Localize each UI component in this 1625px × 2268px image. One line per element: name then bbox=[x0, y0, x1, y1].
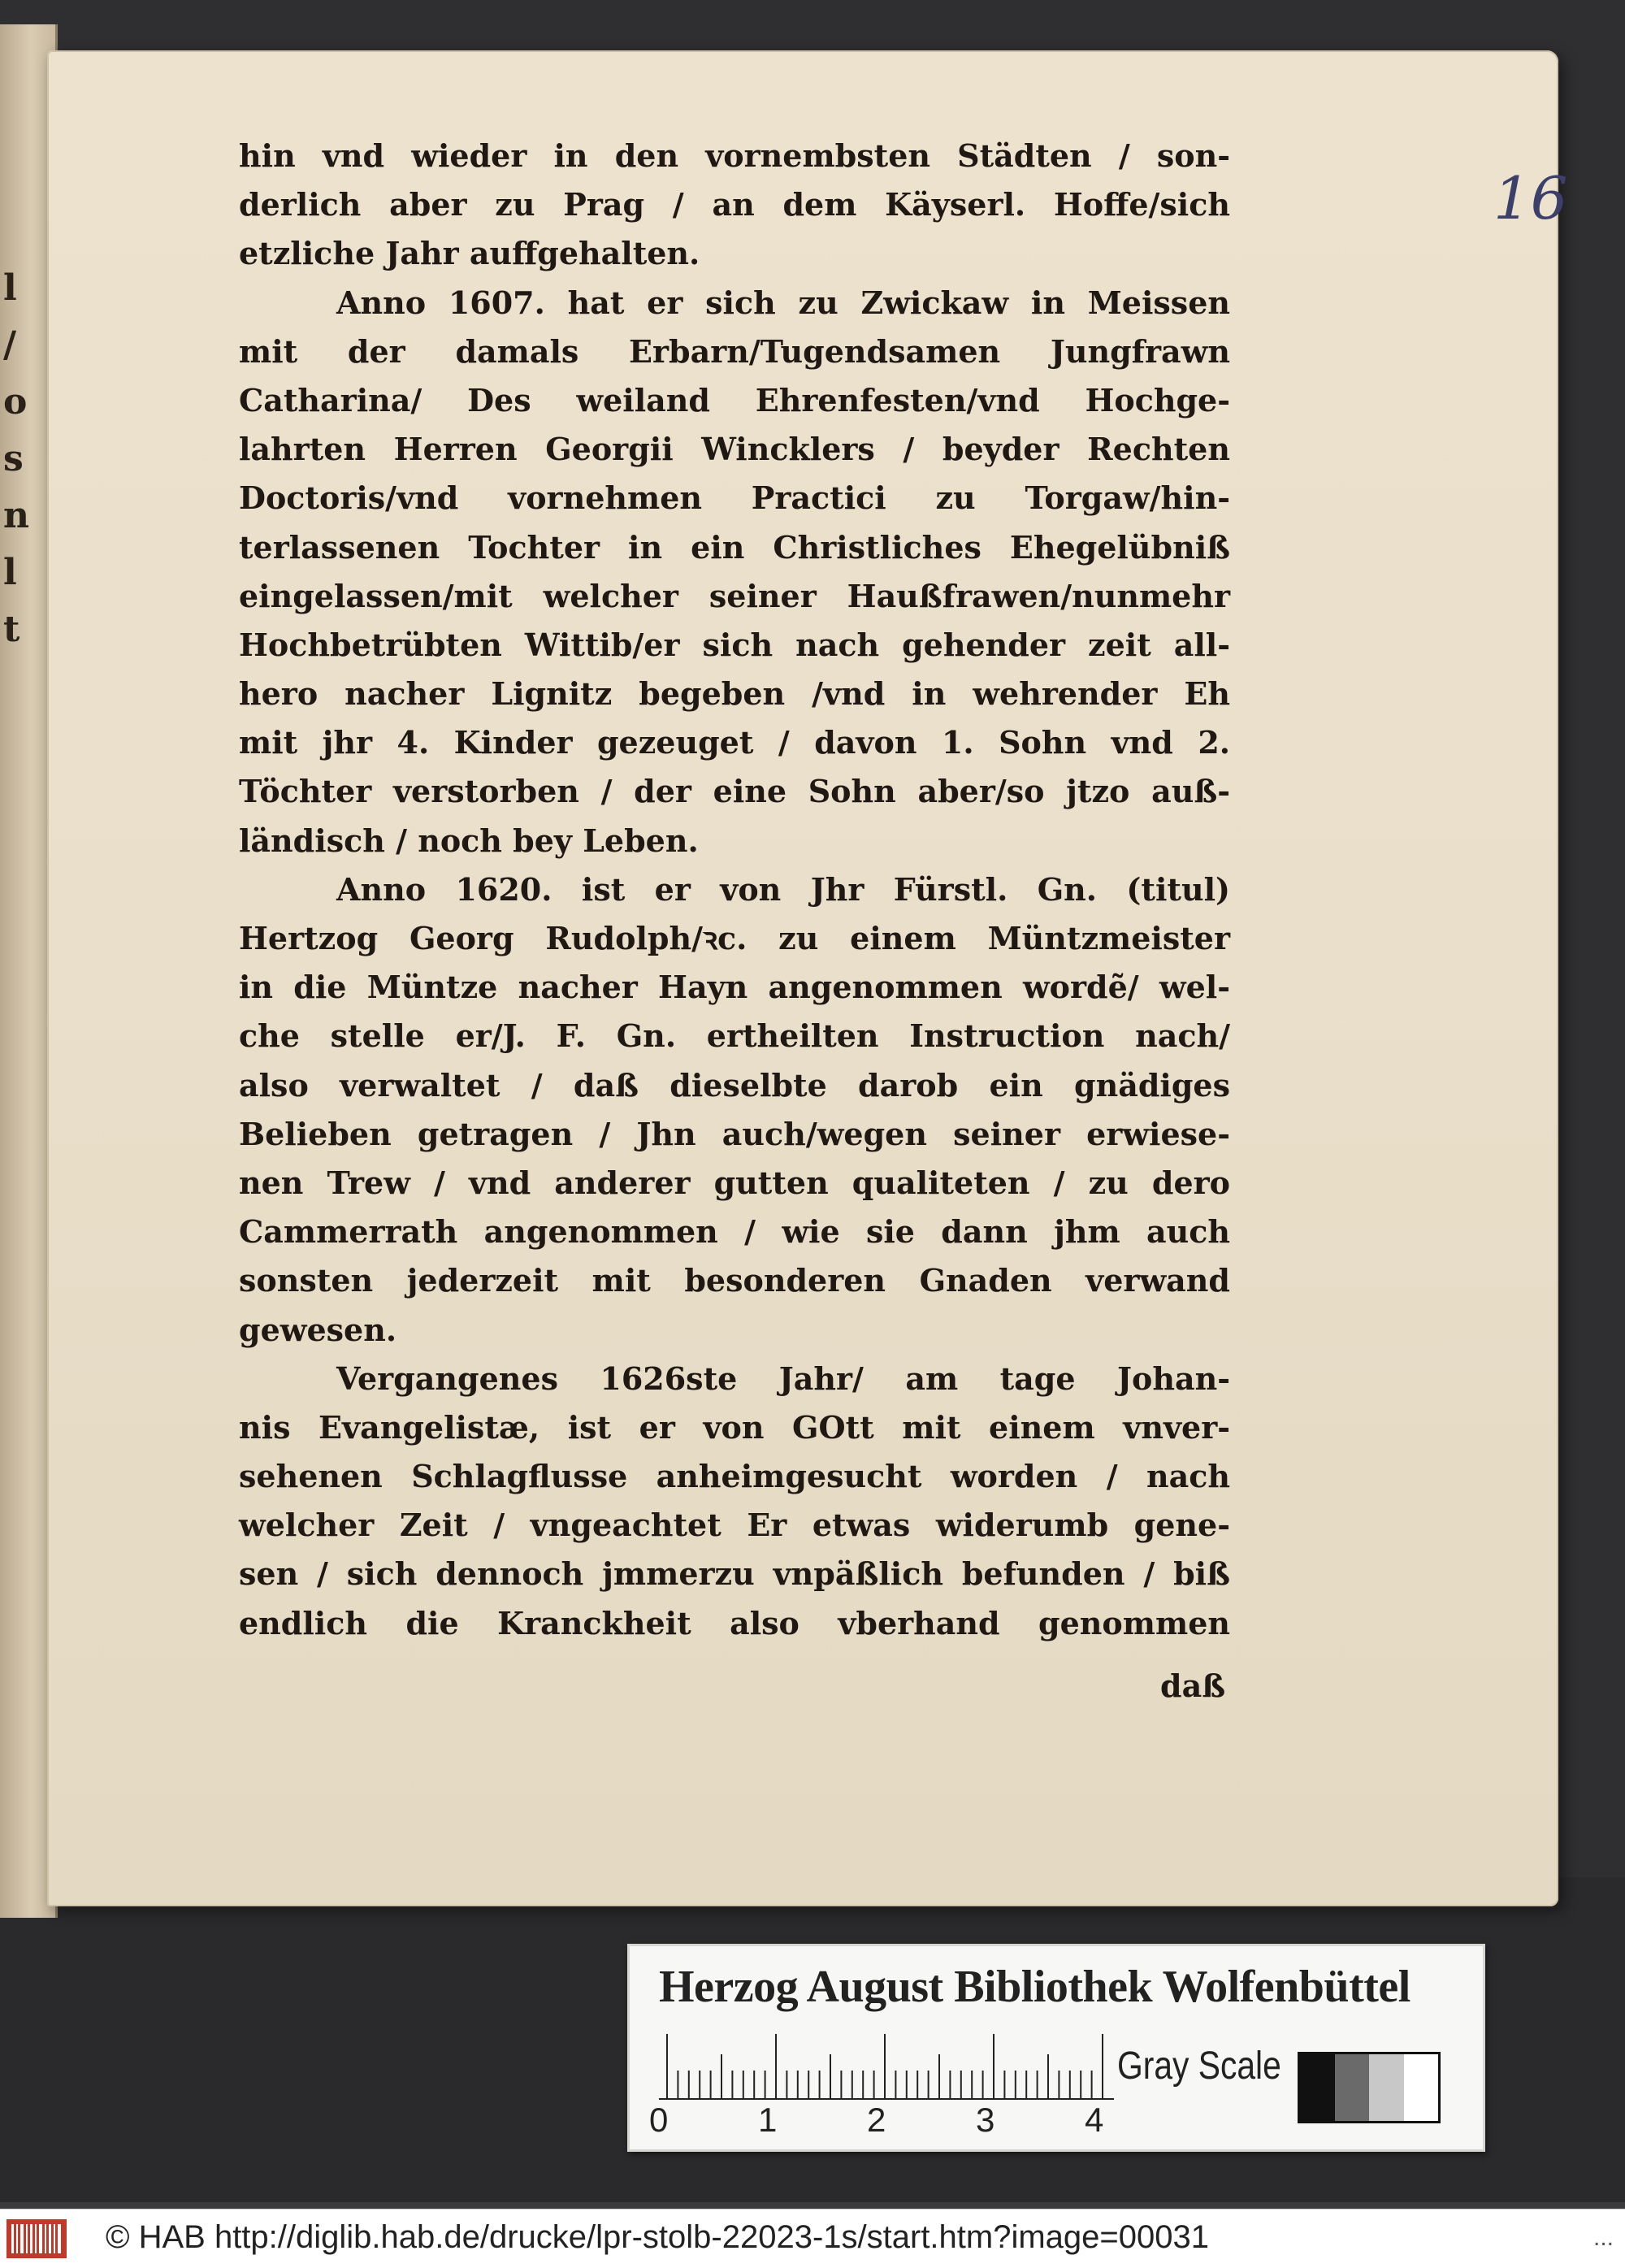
ruler-number: 3 bbox=[976, 2101, 995, 2139]
book-page bbox=[47, 50, 1568, 1906]
gray-scale-label: Gray Scale bbox=[1117, 2045, 1281, 2088]
text-line: Hochbetrübten Wittib/er sich nach gehender zeit all- bbox=[239, 626, 1230, 663]
page-text bbox=[239, 132, 1230, 1648]
ruler-number: 0 bbox=[649, 2101, 669, 2139]
text-line: ländisch / noch bey Leben. bbox=[239, 822, 699, 859]
text-line: Töchter verstorben / der eine Sohn aber/so jtzo auß- bbox=[239, 773, 1230, 810]
text-line: terlassenen Tochter in ein Christliches Ehegelübniß bbox=[239, 528, 1230, 566]
text-line: che stelle er/J. F. Gn. ertheilten Instruction nach/ bbox=[239, 1017, 1230, 1055]
text-line: nen Trew / vnd anderer gutten qualiteten / zu dero bbox=[239, 1164, 1230, 1201]
library-name: Herzog August Bibliothek Wolfenbüttel bbox=[659, 1962, 1410, 2012]
text-line: sonsten jederzeit mit besonderen Gnaden verwand bbox=[239, 1262, 1230, 1299]
more-options[interactable]: ... bbox=[1592, 2224, 1614, 2251]
text-line: eingelassen/mit welcher seiner Haußfrawen/nunmehr bbox=[239, 577, 1230, 614]
color-calibration-card bbox=[627, 1944, 1485, 2152]
text-line: gewesen. bbox=[239, 1311, 397, 1348]
text-line: sehenen Schlagflusse anheimgesucht worden / nach bbox=[239, 1458, 1230, 1495]
facing-page-marks: l / o s n l t bbox=[3, 267, 29, 650]
footer-bar bbox=[0, 2209, 1625, 2268]
barcode-icon bbox=[6, 2219, 67, 2258]
text-line: hin vnd wieder in den vornembsten Städten / son- bbox=[239, 137, 1230, 174]
text-line: welcher Zeit / vngeachtet Er etwas widerumb gene- bbox=[239, 1507, 1230, 1544]
text-line: Cammerrath angenommen / wie sie dann jhm auch bbox=[239, 1213, 1230, 1251]
text-line: etzliche Jahr auffgehalten. bbox=[239, 235, 700, 272]
text-line: also verwaltet / daß dieselbte darob ein gnädiges bbox=[239, 1066, 1230, 1104]
text-line: in die Müntze nacher Hayn angenommen wordẽ/ wel- bbox=[239, 969, 1230, 1006]
text-line: Doctoris/vnd vornehmen Practici zu Torgaw/hin- bbox=[239, 479, 1230, 517]
text-line: Anno 1620. ist er von Jhr Fürstl. Gn. (titul) bbox=[336, 870, 1230, 908]
text-line: nis Evangelistæ, ist er von GOtt mit einem vnver- bbox=[239, 1408, 1230, 1446]
text-line: mit jhr 4. Kinder gezeuget / davon 1. Sohn vnd 2. bbox=[239, 724, 1230, 761]
text-line: Vergangenes 1626ste Jahr/ am tage Johan- bbox=[336, 1359, 1230, 1397]
text-line: sen / sich dennoch jmmerzu vnpäßlich befunden / biß bbox=[239, 1555, 1230, 1593]
catchword: daß bbox=[1160, 1667, 1226, 1704]
text-line: mit der damals Erbarn/Tugendsamen Jungfrawn bbox=[239, 332, 1230, 370]
text-line: Hertzog Georg Rudolph/ꝛc. zu einem Müntzmeister bbox=[239, 920, 1230, 956]
copyright-url[interactable]: © HAB http://diglib.hab.de/drucke/lpr-stolb-22023-1s/start.htm?image=00031 bbox=[106, 2219, 1210, 2255]
text-line: Belieben getragen / Jhn auch/wegen seiner erwiese- bbox=[239, 1115, 1230, 1152]
text-line: hero nacher Lignitz begeben /vnd in wehrender Eh bbox=[239, 675, 1230, 713]
text-line: lahrten Herren Georgii Wincklers / beyder Rechten bbox=[239, 431, 1230, 468]
ruler-number: 2 bbox=[867, 2101, 886, 2139]
ruler-scale bbox=[659, 2027, 1114, 2101]
text-line: Anno 1607. hat er sich zu Zwickaw in Meissen bbox=[336, 284, 1230, 321]
text-line: derlich aber zu Prag / an dem Käyserl. Hoffe/sich bbox=[239, 186, 1230, 223]
ruler-number: 1 bbox=[758, 2101, 778, 2139]
gray-scale-swatch bbox=[1298, 2052, 1441, 2123]
text-line: endlich die Kranckheit also vberhand genommen bbox=[239, 1604, 1230, 1641]
ruler-number: 4 bbox=[1085, 2101, 1104, 2139]
text-line: Catharina/ Des weiland Ehrenfesten/vnd Hochge- bbox=[239, 381, 1230, 418]
folio-number: 16 bbox=[1493, 164, 1568, 232]
